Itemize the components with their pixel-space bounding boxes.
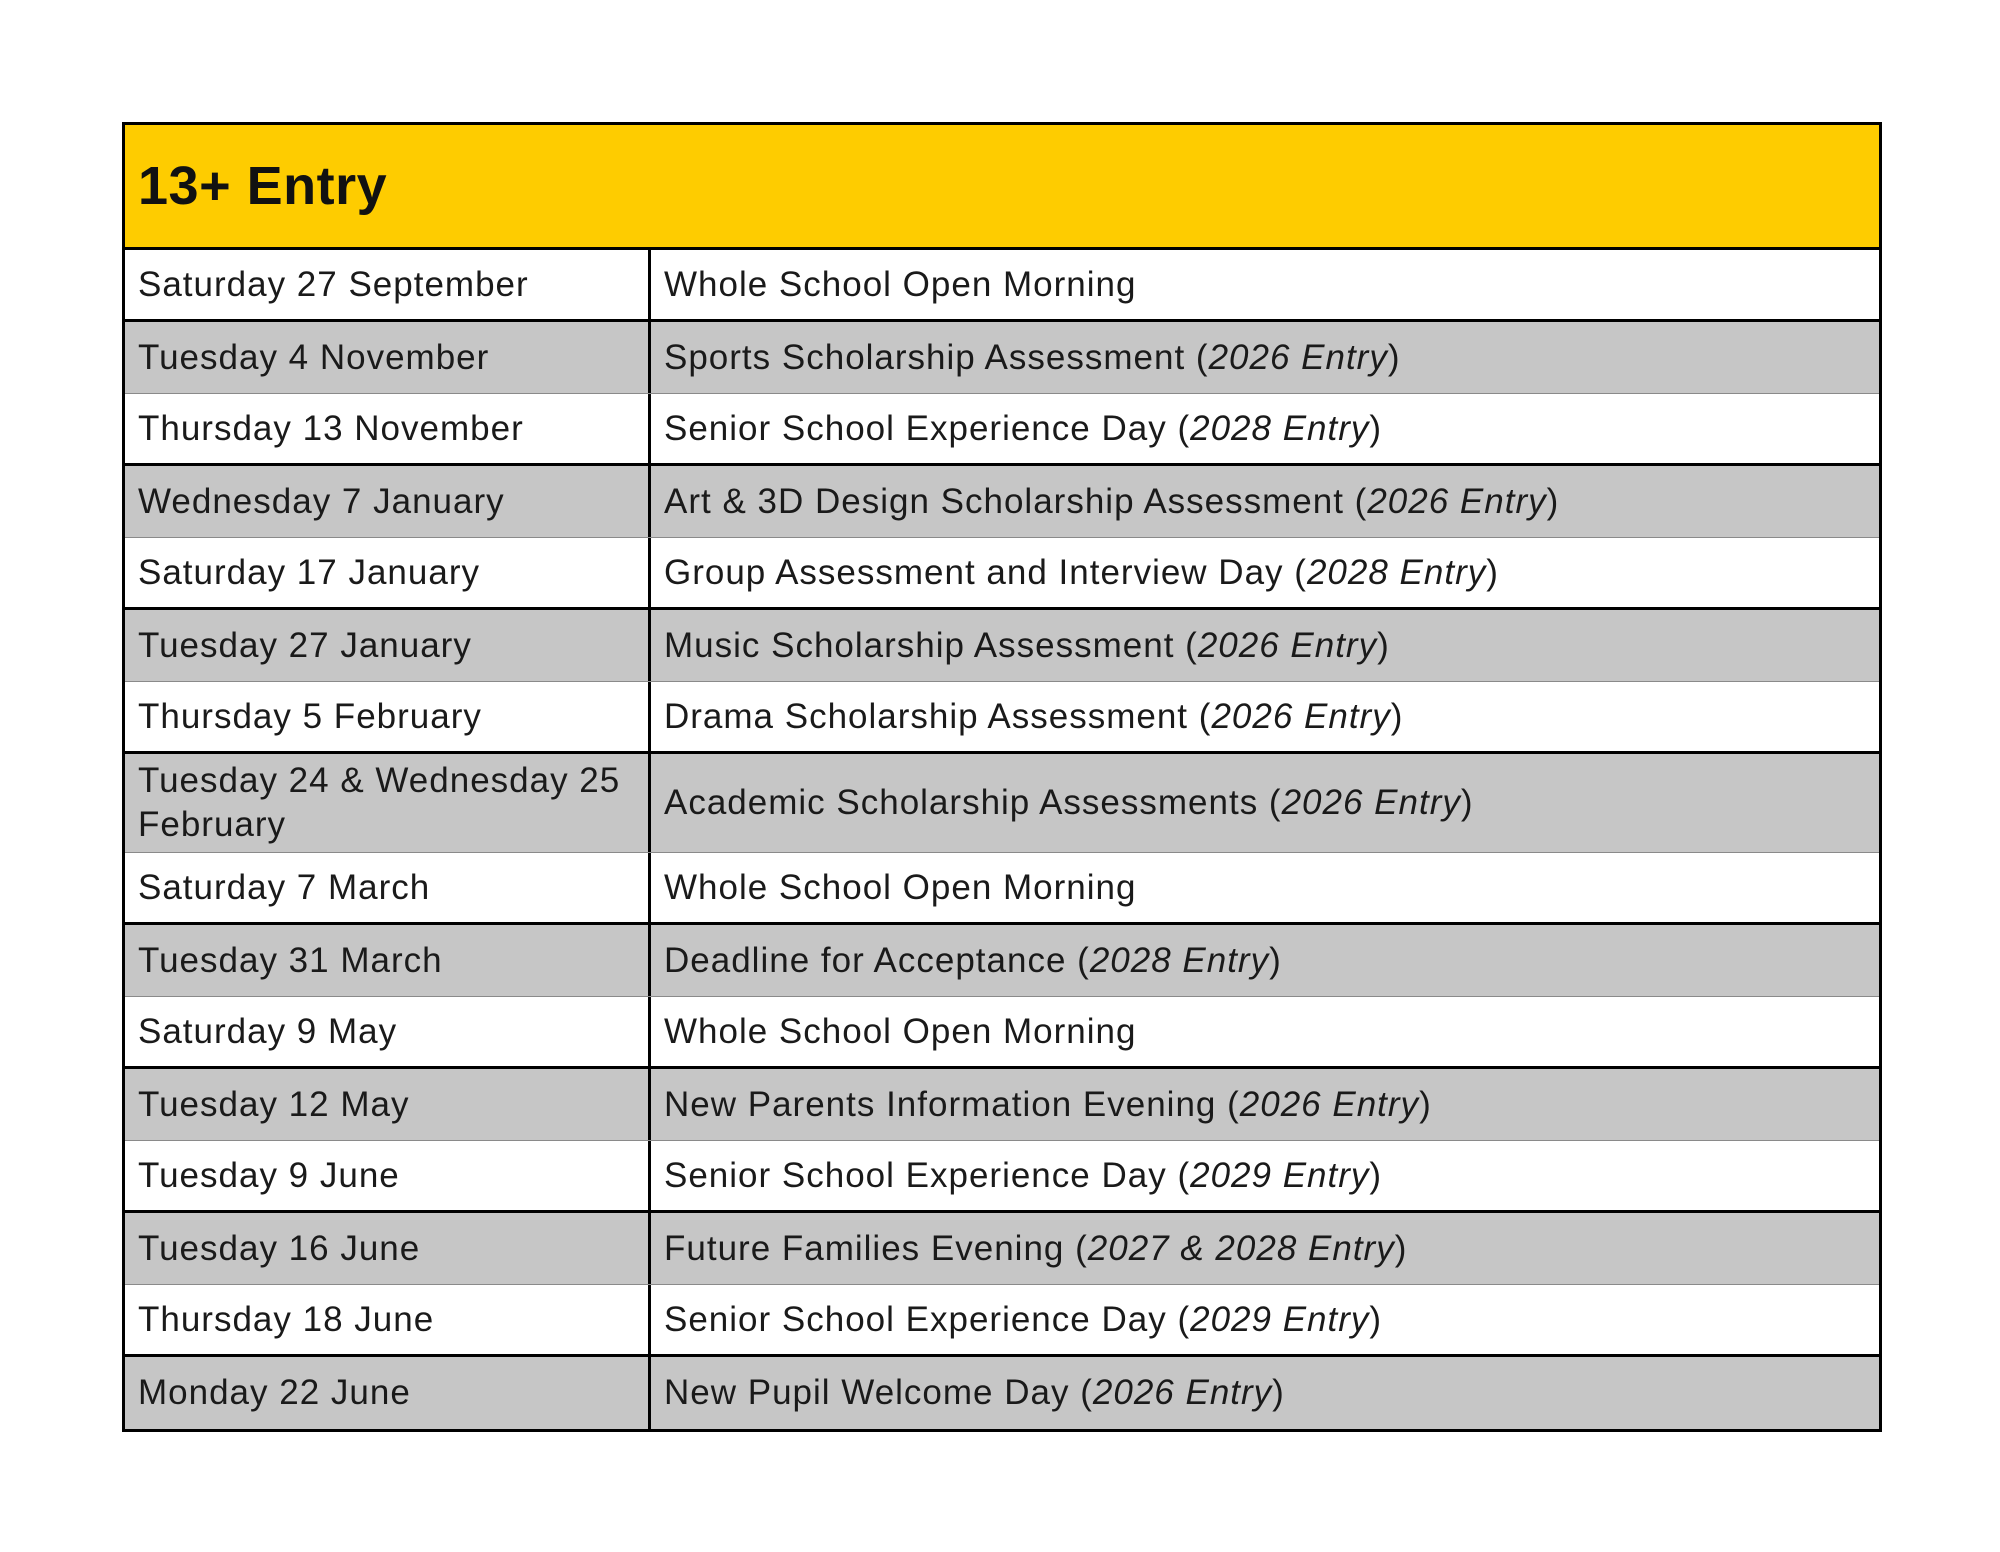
table-title: 13+ Entry xyxy=(138,156,388,216)
event-cell: Senior School Experience Day ( 2029 Entry ) xyxy=(664,1299,1383,1339)
table-row xyxy=(125,610,1879,682)
event-name: New Pupil Welcome Day xyxy=(664,1373,1070,1412)
entry-year: 2029 Entry xyxy=(1190,1155,1370,1195)
event-name: Academic Scholarship Assessments xyxy=(664,783,1259,822)
date-cell: Tuesday 24 & Wednesday 25 February xyxy=(125,754,651,852)
entry-year: 2026 Entry xyxy=(1208,337,1388,377)
event-cell: Art & 3D Design Scholarship Assessment ( 2026 Entry ) xyxy=(664,481,1560,521)
date-cell: Tuesday 4 November xyxy=(125,322,651,393)
entry-year: 2028 Entry xyxy=(1089,940,1270,980)
date-cell: Thursday 5 February xyxy=(125,682,651,751)
table-row xyxy=(125,1357,1879,1429)
event-name: Senior School Experience Day xyxy=(664,1155,1167,1195)
date-cell: Monday 22 June xyxy=(125,1357,651,1429)
event-name: Sports Scholarship Assessment xyxy=(664,337,1186,377)
date-cell: Thursday 13 November xyxy=(125,394,651,463)
event-name: Art & 3D Design Scholarship Assessment xyxy=(664,481,1344,521)
table-row xyxy=(125,322,1879,394)
table-row xyxy=(125,682,1879,754)
event-cell: Group Assessment and Interview Day ( 2028 Entry ) xyxy=(664,552,1499,592)
table-row xyxy=(125,1141,1879,1213)
date-cell: Saturday 7 March xyxy=(125,853,651,922)
event-cell: Deadline for Acceptance ( 2028 Entry ) xyxy=(664,940,1282,980)
entry-schedule-table xyxy=(122,122,1882,1432)
entry-year: 2026 Entry xyxy=(1281,783,1461,822)
date-cell: Tuesday 12 May xyxy=(125,1069,651,1140)
event-cell: Music Scholarship Assessment ( 2026 Entry ) xyxy=(664,625,1390,665)
date-cell: Saturday 9 May xyxy=(125,997,651,1066)
event-cell: Academic Scholarship Assessments ( 2026 Entry ) xyxy=(664,783,1474,822)
event-name: Deadline for Acceptance xyxy=(664,940,1067,980)
date-cell: Saturday 17 January xyxy=(125,538,651,607)
date-cell: Wednesday 7 January xyxy=(125,466,651,537)
table-row xyxy=(125,250,1879,322)
table-row xyxy=(125,1213,1879,1285)
entry-year: 2026 Entry xyxy=(1367,481,1547,521)
entry-year: 2026 Entry xyxy=(1092,1373,1273,1412)
event-cell: New Parents Information Evening ( 2026 Entry ) xyxy=(664,1084,1432,1124)
event-name: Drama Scholarship Assessment xyxy=(664,696,1189,736)
event-name: Senior School Experience Day xyxy=(664,408,1167,448)
date-cell: Saturday 27 September xyxy=(125,250,651,319)
table-row xyxy=(125,925,1879,997)
entry-year: 2026 Entry xyxy=(1211,696,1391,736)
date-cell: Tuesday 16 June xyxy=(125,1213,651,1284)
entry-year: 2028 Entry xyxy=(1190,408,1370,448)
event-cell: Future Families Evening ( 2027 & 2028 Entry ) xyxy=(664,1228,1408,1268)
table-row xyxy=(125,1285,1879,1357)
event-cell: Sports Scholarship Assessment ( 2026 Entry ) xyxy=(664,337,1401,377)
date-cell: Thursday 18 June xyxy=(125,1285,651,1354)
entry-year: 2027 & 2028 Entry xyxy=(1087,1228,1395,1268)
event-cell xyxy=(651,997,1879,1066)
table-row xyxy=(125,466,1879,538)
event-name: Whole School Open Morning xyxy=(664,264,1137,304)
table-row xyxy=(125,754,1879,853)
event-cell: Senior School Experience Day ( 2028 Entry ) xyxy=(664,408,1383,448)
event-name: Whole School Open Morning xyxy=(664,1011,1137,1051)
table-row xyxy=(125,1069,1879,1141)
event-name: New Parents Information Evening xyxy=(664,1084,1217,1124)
event-name: Music Scholarship Assessment xyxy=(664,625,1175,665)
entry-year: 2028 Entry xyxy=(1306,552,1487,592)
date-cell: Tuesday 9 June xyxy=(125,1141,651,1210)
table-row xyxy=(125,853,1879,925)
event-cell xyxy=(651,250,1879,319)
event-cell: Drama Scholarship Assessment ( 2026 Entry ) xyxy=(664,696,1404,736)
table-row xyxy=(125,394,1879,466)
table-row xyxy=(125,997,1879,1069)
entry-year: 2029 Entry xyxy=(1190,1299,1370,1339)
event-cell: New Pupil Welcome Day ( 2026 Entry ) xyxy=(664,1373,1285,1412)
event-cell xyxy=(651,853,1879,922)
event-name: Whole School Open Morning xyxy=(664,867,1137,907)
event-cell: Senior School Experience Day ( 2029 Entry ) xyxy=(664,1155,1383,1195)
date-cell: Tuesday 27 January xyxy=(125,610,651,681)
event-name: Future Families Evening xyxy=(664,1228,1065,1268)
event-name: Group Assessment and Interview Day xyxy=(664,552,1284,592)
date-cell: Tuesday 31 March xyxy=(125,925,651,996)
table-row xyxy=(125,538,1879,610)
entry-year: 2026 Entry xyxy=(1197,625,1378,665)
entry-year: 2026 Entry xyxy=(1239,1084,1420,1124)
table-header xyxy=(125,125,1879,250)
event-name: Senior School Experience Day xyxy=(664,1299,1167,1339)
